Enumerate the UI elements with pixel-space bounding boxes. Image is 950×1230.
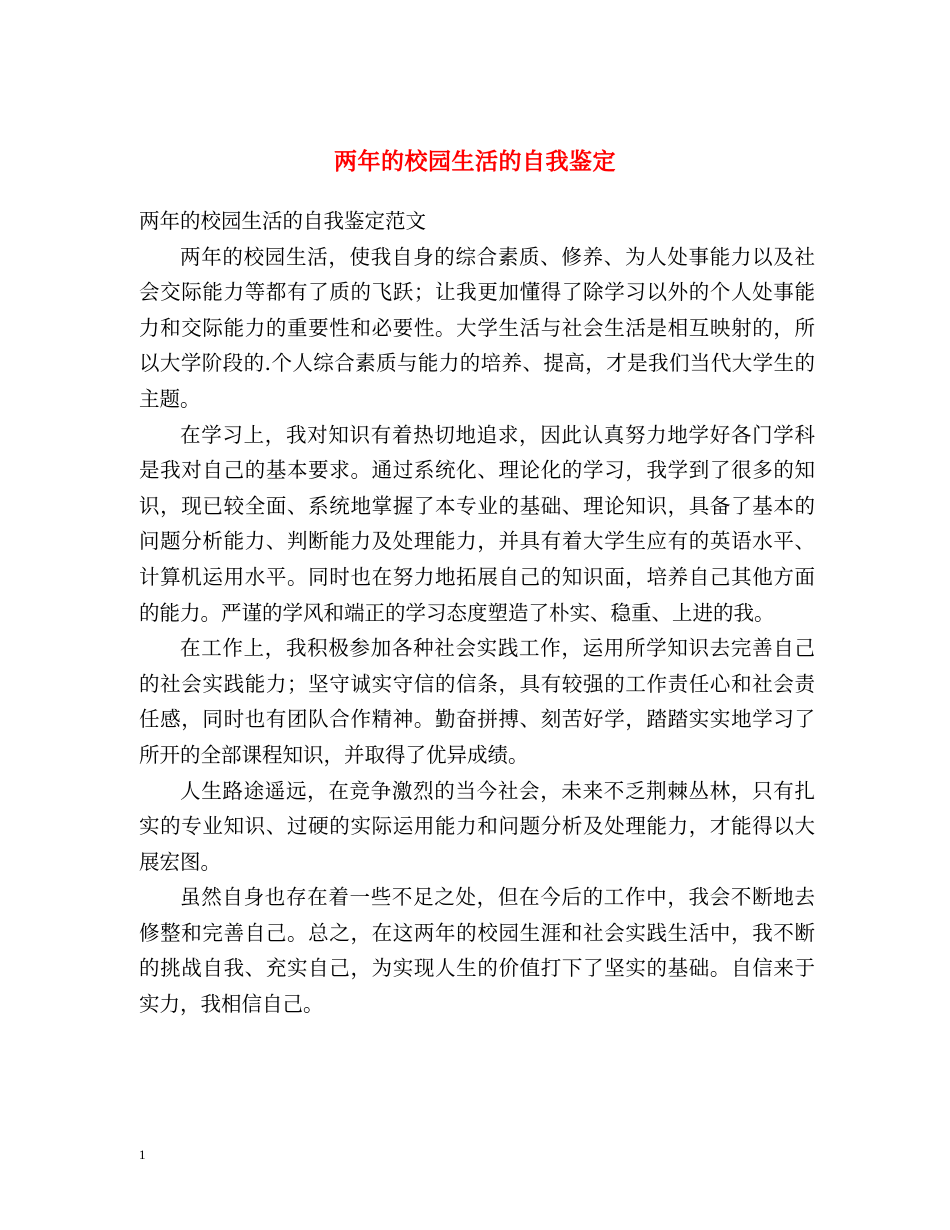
- paragraph-2: 在学习上，我对知识有着热切地追求，因此认真努力地学好各门学科是我对自己的基本要求。通过系统化、理论化的学习，我学到了很多的知识，现已较全面、系统地掌握了本专业的基础、理论知识，具备了基本的问题分析能力、判断能力及处理能力，并具有着大学生应有的英语水平、计算机运用水平。同时也在努力地拓展自己的知识面，培养自己其他方面的能力。严谨的学风和端正的学习态度塑造了朴实、稳重、上进的我。: [139, 422, 815, 625]
- paragraph-5: 虽然自身也存在着一些不足之处，但在今后的工作中，我会不断地去修整和完善自己。总之，在这两年的校园生涯和社会实践生活中，我不断的挑战自我、充实自己，为实现人生的价值打下了坚实的基础。自信来于实力，我相信自己。: [139, 885, 815, 1017]
- paragraph-1: 两年的校园生活，使我自身的综合素质、修养、为人处事能力以及社会交际能力等都有了质的飞跃；让我更加懂得了除学习以外的个人处事能力和交际能力的重要性和必要性。大学生活与社会生活是相互映射的，所以大学阶段的.个人综合素质与能力的培养、提高，才是我们当代大学生的主题。: [139, 244, 815, 411]
- paragraph-3: 在工作上，我积极参加各种社会实践工作，运用所学知识去完善自己的社会实践能力；坚守诚实守信的信条，具有较强的工作责任心和社会责任感，同时也有团队合作精神。勤奋拼搏、刻苦好学，踏踏实实地学习了所开的全部课程知识，并取得了优异成绩。: [139, 636, 815, 767]
- document-title: 两年的校园生活的自我鉴定: [334, 148, 616, 176]
- document-subtitle: 两年的校园生活的自我鉴定范文: [139, 209, 426, 233]
- page-number: 1: [139, 1147, 146, 1162]
- document-body: [139, 204, 815, 1023]
- paragraph-4: 人生路途遥远，在竞争激烈的当今社会，未来不乏荆棘丛林，只有扎实的专业知识、过硬的实际运用能力和问题分析及处理能力，才能得以大展宏图。: [139, 778, 815, 874]
